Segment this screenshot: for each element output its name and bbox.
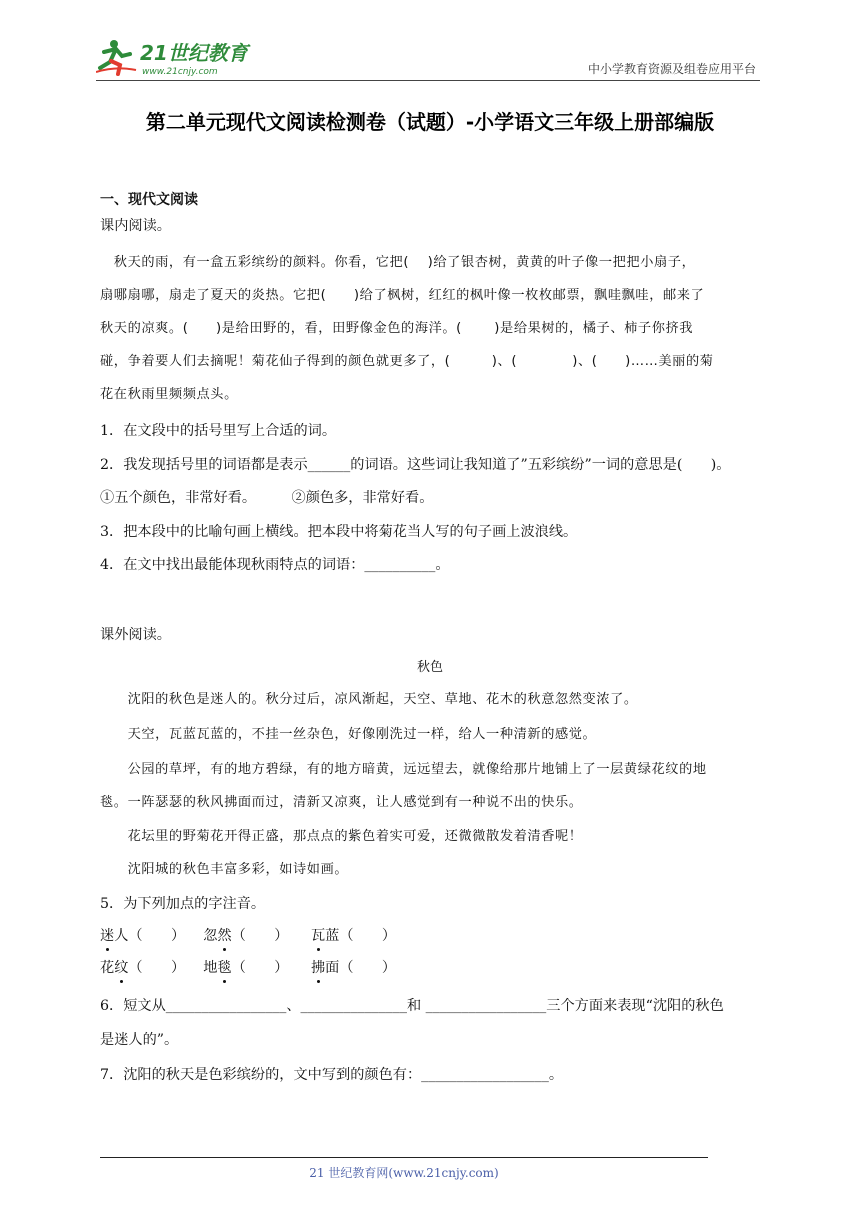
passage-line: 秋天的凉爽。( )是给田野的，看，田野像金色的海洋。( )是给果树的，橘子、柿子你挤我	[100, 321, 694, 336]
header-divider	[96, 80, 760, 81]
runner-icon	[96, 40, 136, 74]
story-line: 沈阳的秋色是迷人的。秋分过后，凉风渐起，天空、草地、花木的秋意忽然变浓了。	[100, 692, 638, 707]
question-3: 3．把本段中的比喻句画上横线。把本段中将菊花当人写的句子画上波浪线。	[100, 524, 578, 540]
story-line: 天空，瓦蓝瓦蓝的，不挂一丝杂色，好像刚洗过一样，给人一种清新的感觉。	[100, 727, 597, 742]
section-heading: 一、现代文阅读	[100, 192, 198, 208]
question-2-options: ①五个颜色，非常好看。 ②颜色多，非常好看。	[100, 490, 434, 506]
page-title: 第二单元现代文阅读检测卷（试题）-小学语文三年级上册部编版	[145, 110, 715, 134]
question-2: 2．我发现括号里的词语都是表示______的词语。这些词让我知道了”五彩缤纷”一词的意思是( )。	[100, 457, 731, 473]
word-rest: 人	[114, 928, 129, 944]
intro-in-class: 课内阅读。	[100, 218, 171, 234]
dotted-char: 拂	[310, 960, 326, 976]
answer-blank: （ ）	[128, 928, 186, 944]
dotted-char: 毯	[217, 960, 232, 976]
question-7: 7．沈阳的秋天是色彩缤纷的，文中写到的颜色有：__________________。	[100, 1067, 564, 1083]
intro-out-of-class: 课外阅读。	[100, 627, 171, 643]
footer-text: 21 世纪教育网(www.21cnjy.com)	[309, 1166, 499, 1180]
story-title: 秋色	[416, 660, 443, 675]
platform-name: 中小学教育资源及组卷应用平台	[587, 62, 756, 76]
question-5: 5．为下列加点的字注音。	[100, 896, 266, 912]
answer-blank: （ ）	[339, 960, 397, 976]
pinyin-row-2	[100, 958, 762, 978]
passage-line: 秋天的雨，有一盒五彩缤纷的颜料。你看，它把( )给了银杏树，黄黄的叶子像一把把小扇子，	[100, 255, 696, 270]
story-line: 沈阳城的秋色丰富多彩，如诗如画。	[100, 862, 349, 877]
svg-text:21世纪教育: 21世纪教育	[140, 41, 248, 65]
passage-line: 扇哪扇哪，扇走了夏天的炎热。它把( )给了枫树，红红的枫叶像一枚枚邮票，飘哇飘哇，邮来了	[100, 288, 705, 303]
story-line: 花坛里的野菊花开得正盛，那点点的紫色着实可爱，还微微散发着清香呢！	[100, 829, 583, 844]
word-part: 花	[100, 960, 115, 976]
passage-line: 花在秋雨里频频点头。	[100, 387, 238, 402]
dotted-char: 然	[217, 928, 232, 944]
word-rest: 面	[325, 960, 340, 976]
question-4: 4．在文中找出最能体现秋雨特点的词语：__________。	[100, 557, 450, 573]
footer-divider	[100, 1157, 708, 1158]
question-1: 1．在文段中的括号里写上合适的词。	[100, 423, 337, 439]
answer-blank: （ ）	[128, 960, 186, 976]
story-line: 毯。一阵瑟瑟的秋风拂面而过，清新又凉爽，让人感觉到有一种说不出的快乐。	[100, 795, 583, 810]
dotted-char: 瓦	[310, 928, 326, 944]
answer-blank: （ ）	[231, 928, 289, 944]
answer-blank: （ ）	[231, 960, 289, 976]
answer-blank: （ ）	[339, 928, 397, 944]
question-6-cont: 是迷人的”。	[100, 1032, 179, 1048]
svg-text:www.21cnjy.com: www.21cnjy.com	[142, 67, 218, 77]
dotted-char: 纹	[114, 960, 129, 976]
pinyin-row-1	[100, 926, 762, 946]
word-part: 蓝	[325, 928, 340, 944]
site-logo	[96, 38, 266, 78]
question-6: 6．短文从_________________、_______________和 _________________三个方面来表现“沈阳的秋色	[100, 998, 724, 1014]
word-part: 地	[203, 960, 218, 976]
story-line: 公园的草坪，有的地方碧绿，有的地方暗黄，远远望去，就像给那片地铺上了一层黄绿花纹的地	[100, 762, 707, 777]
dotted-char: 迷	[100, 928, 115, 944]
word-part: 忽	[203, 928, 218, 944]
passage-line: 碰，争着要人们去摘呢！菊花仙子得到的颜色就更多了，( )、( )、( )……美丽的菊	[100, 354, 714, 369]
